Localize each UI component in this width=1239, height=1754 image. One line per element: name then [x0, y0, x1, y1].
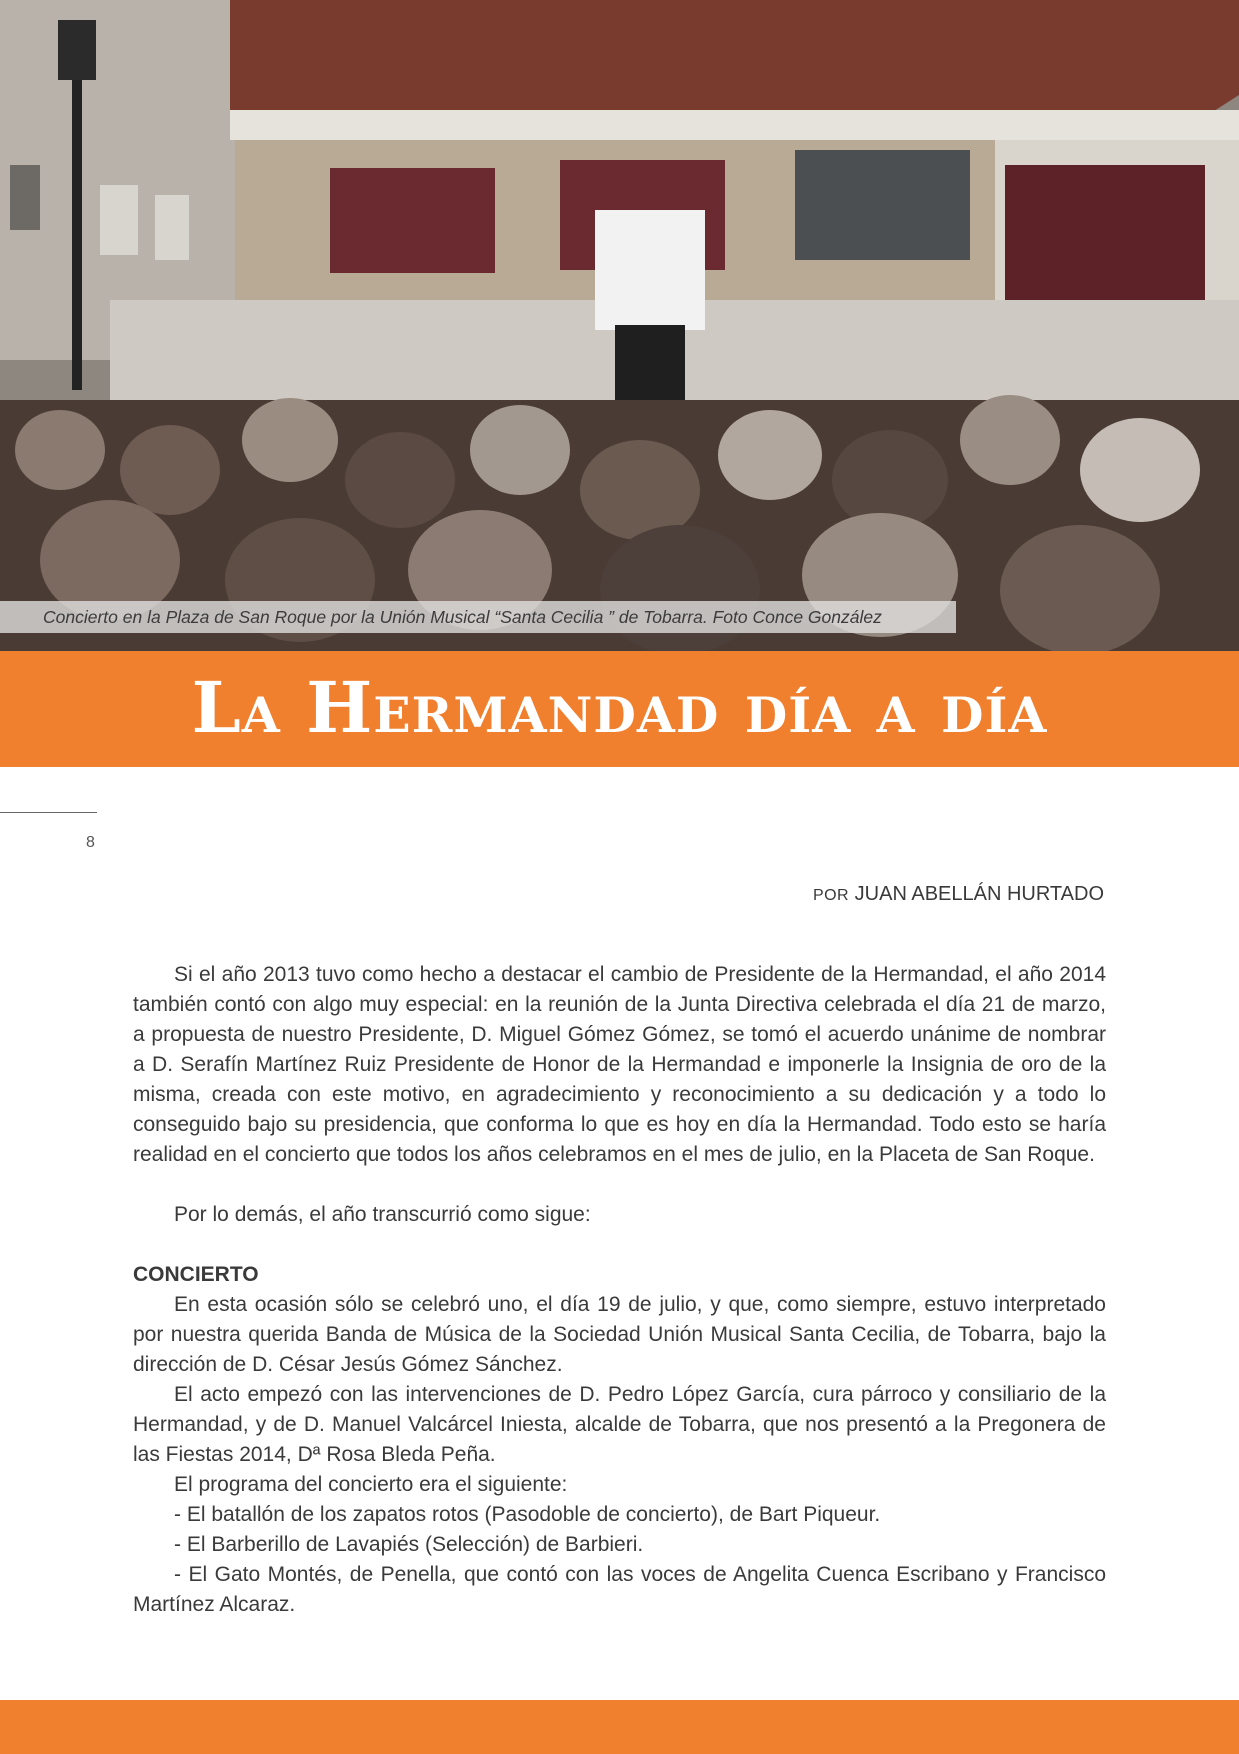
page-number: 8	[86, 834, 95, 851]
byline	[813, 883, 1104, 906]
paragraph-gap	[133, 1230, 1106, 1260]
byline-prefix: POR	[812, 887, 850, 904]
concert-photo	[0, 0, 1239, 651]
section-heading: CONCIERTO	[133, 1263, 259, 1286]
program-item: - El Barberillo de Lavapiés (Selección) de Barbieri.	[174, 1533, 644, 1556]
concert-photo-illustration	[0, 0, 1239, 651]
concert-paragraph: En esta ocasión sólo se celebró uno, el día 19 de julio, y que, como siempre, estuvo interpretado por nuestra querida Banda de Música de la Sociedad Unión Musical Santa Cecilia, de Tobarra, bajo la dirección de D. César Jesús Gómez Sánchez.	[133, 1293, 1106, 1376]
speeches-paragraph: El acto empezó con las intervenciones de D. Pedro López García, cura párroco y consiliario de la Hermandad, y de D. Manuel Valcárcel Iniesta, alcalde de Tobarra, que nos presentó a la Pregonera de las Fiestas 2014, Dª Rosa Bleda Peña.	[133, 1383, 1106, 1466]
footer-band	[0, 1700, 1239, 1754]
program-item: - El batallón de los zapatos rotos (Pasodoble de concierto), de Bart Piqueur.	[174, 1503, 881, 1526]
transition-paragraph: Por lo demás, el año transcurrió como sigue:	[174, 1203, 591, 1226]
photo-caption: Concierto en la Plaza de San Roque por la Unión Musical “Santa Cecilia ” de Tobarra. Foto Conce González	[43, 607, 882, 627]
paragraph-gap	[133, 1170, 1106, 1200]
page-number-rule	[0, 812, 97, 813]
program-item: - El Gato Montés, de Penella, que contó con las voces de Angelita Cuenca Escribano y Francisco Martínez Alcaraz.	[133, 1563, 1106, 1616]
program-intro: El programa del concierto era el siguiente:	[174, 1473, 568, 1496]
intro-paragraph: Si el año 2013 tuvo como hecho a destacar el cambio de Presidente de la Hermandad, el año 2014 también contó con algo muy especial: en la reunión de la Junta Directiva celebrada el día 21 de marzo, a propuesta de nuestro Presidente, D. Miguel Gómez Gómez, se tomó el acuerdo unánime de nombrar a D. Serafín Martínez Ruiz Presidente de Honor de la Hermandad e imponerle la Insignia de oro de la misma, creada con este motivo, en agradecimiento y reconocimiento a su dedicación y a todo lo conseguido bajo su presidencia, que conforma lo que es hoy en día la Hermandad. Todo esto se haría realidad en el concierto que todos los años celebramos en el mes de julio, en la Placeta de San Roque.	[133, 963, 1106, 1166]
article-body	[133, 960, 1106, 1620]
page-title: La Hermandad día a día	[191, 666, 1048, 749]
byline-author: JUAN ABELLÁN HURTADO	[854, 883, 1104, 905]
